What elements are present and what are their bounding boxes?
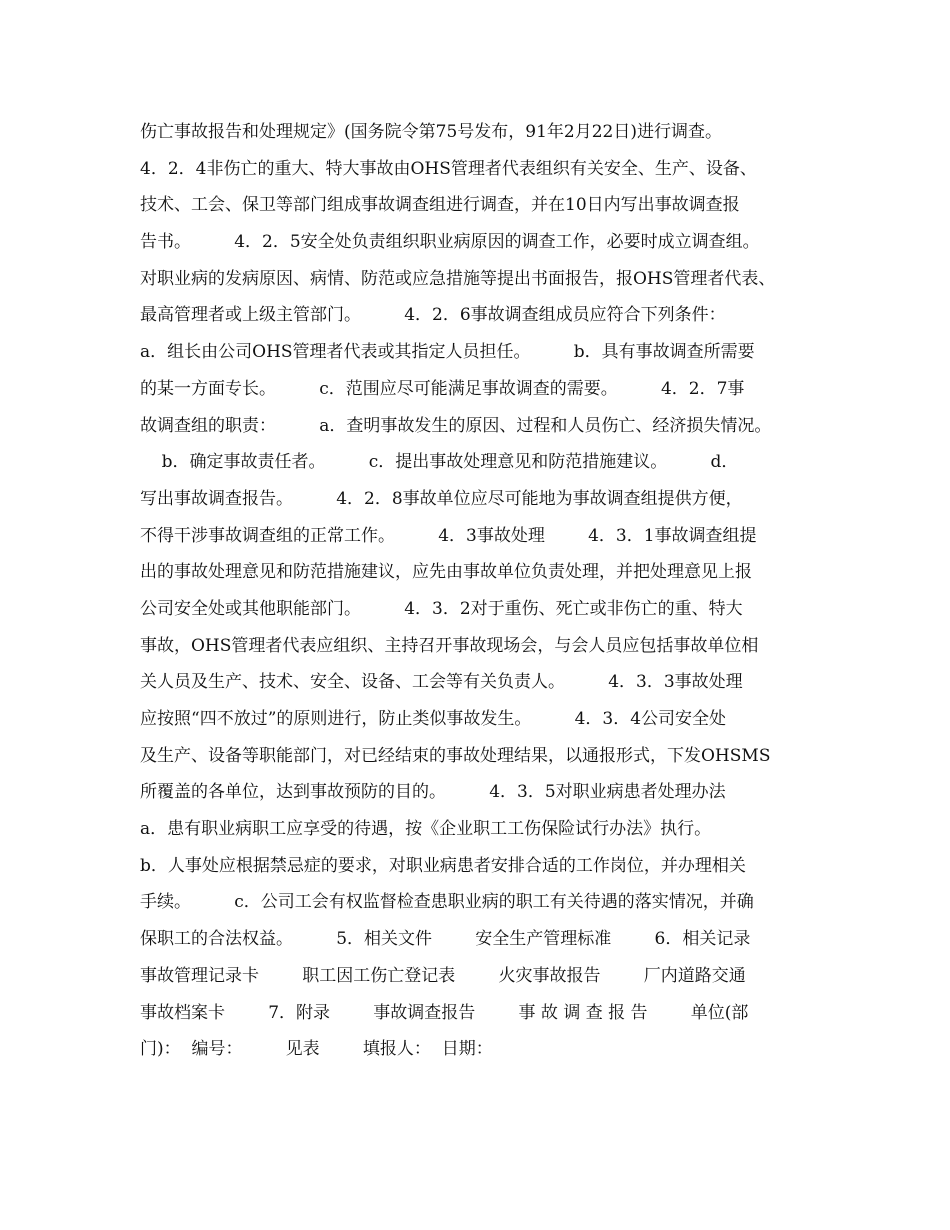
text-line-20: a．患有职业病职工应享受的待遇，按《企业职工工伤保险试行办法》执行。 bbox=[140, 819, 712, 840]
text-line-24: 事故管理记录卡 职工因工伤亡登记表 火灾事故报告 厂内道路交通 bbox=[140, 965, 746, 986]
text-line-5: 对职业病的发病原因、病情、防范或应急措施等提出书面报告，报OHS管理者代表、 bbox=[140, 268, 776, 289]
text-line-12: 不得干涉事故调查组的正常工作。 4．3事故处理 4．3．1事故调查组提 bbox=[140, 525, 757, 546]
text-line-15: 事故，OHS管理者代表应组织、主持召开事故现场会，与会人员应包括事故单位相 bbox=[140, 635, 759, 656]
text-line-23: 保职工的合法权益。 5．相关文件 安全生产管理标准 6．相关记录 bbox=[140, 929, 751, 950]
text-line-9: 故调查组的职责： a．查明事故发生的原因、过程和人员伤亡、经济损失情况。 bbox=[140, 415, 772, 436]
text-line-10: b．确定事故责任者。 c．提出事故处理意见和防范措施建议。 d． bbox=[140, 452, 739, 473]
text-line-11: 写出事故调查报告。 4．2．8事故单位应尽可能地为事故调查组提供方便， bbox=[140, 488, 743, 509]
text-line-17: 应按照“四不放过”的原则进行，防止类似事故发生。 4．3．4公司安全处 bbox=[140, 709, 727, 729]
document-body bbox=[140, 114, 830, 1068]
text-line-4: 告书。 4．2．5安全处负责组织职业病原因的调查工作，必要时成立调查组。 bbox=[140, 232, 760, 253]
text-line-18: 及生产、设备等职能部门，对已经结束的事故处理结果，以通报形式，下发OHSMS bbox=[140, 745, 771, 766]
text-line-1: 伤亡事故报告和处理规定》(国务院令第75号发布，91年2月22日)进行调查。 bbox=[140, 122, 722, 142]
text-line-2: 4．2．4非伤亡的重大、特大事故由OHS管理者代表组织有关安全、生产、设备、 bbox=[140, 158, 757, 179]
text-line-14: 公司安全处或其他职能部门。 4．3．2对于重伤、死亡或非伤亡的重、特大 bbox=[140, 598, 743, 619]
text-line-16: 关人员及生产、技术、安全、设备、工会等有关负责人。 4．3．3事故处理 bbox=[140, 672, 743, 693]
text-line-8: 的某一方面专长。 c．范围应尽可能满足事故调查的需要。 4．2．7事 bbox=[140, 378, 745, 399]
text-line-26: 门)： 编号： 见表 填报人： 日期： bbox=[140, 1039, 493, 1060]
text-line-6: 最高管理者或上级主管部门。 4．2．6事故调查组成员应符合下列条件： bbox=[140, 305, 726, 326]
text-line-21: b．人事处应根据禁忌症的要求，对职业病患者安排合适的工作岗位，并办理相关 bbox=[140, 855, 746, 876]
text-line-22: 手续。 c．公司工会有权监督检查患职业病的职工有关待遇的落实情况，并确 bbox=[140, 892, 754, 913]
text-line-13: 出的事故处理意见和防范措施建议，应先由事故单位负责处理，并把处理意见上报 bbox=[140, 562, 752, 583]
text-line-25: 事故档案卡 7．附录 事故调查报告 事 故 调 查 报 告 单位(部 bbox=[140, 1002, 749, 1023]
text-line-3: 技术、工会、保卫等部门组成事故调查组进行调查，并在10日内写出事故调查报 bbox=[140, 195, 740, 216]
text-line-7: a．组长由公司OHS管理者代表或其指定人员担任。 b．具有事故调查所需要 bbox=[140, 342, 755, 363]
text-line-19: 所覆盖的各单位，达到事故预防的目的。 4．3．5对职业病患者处理办法 bbox=[140, 782, 726, 803]
